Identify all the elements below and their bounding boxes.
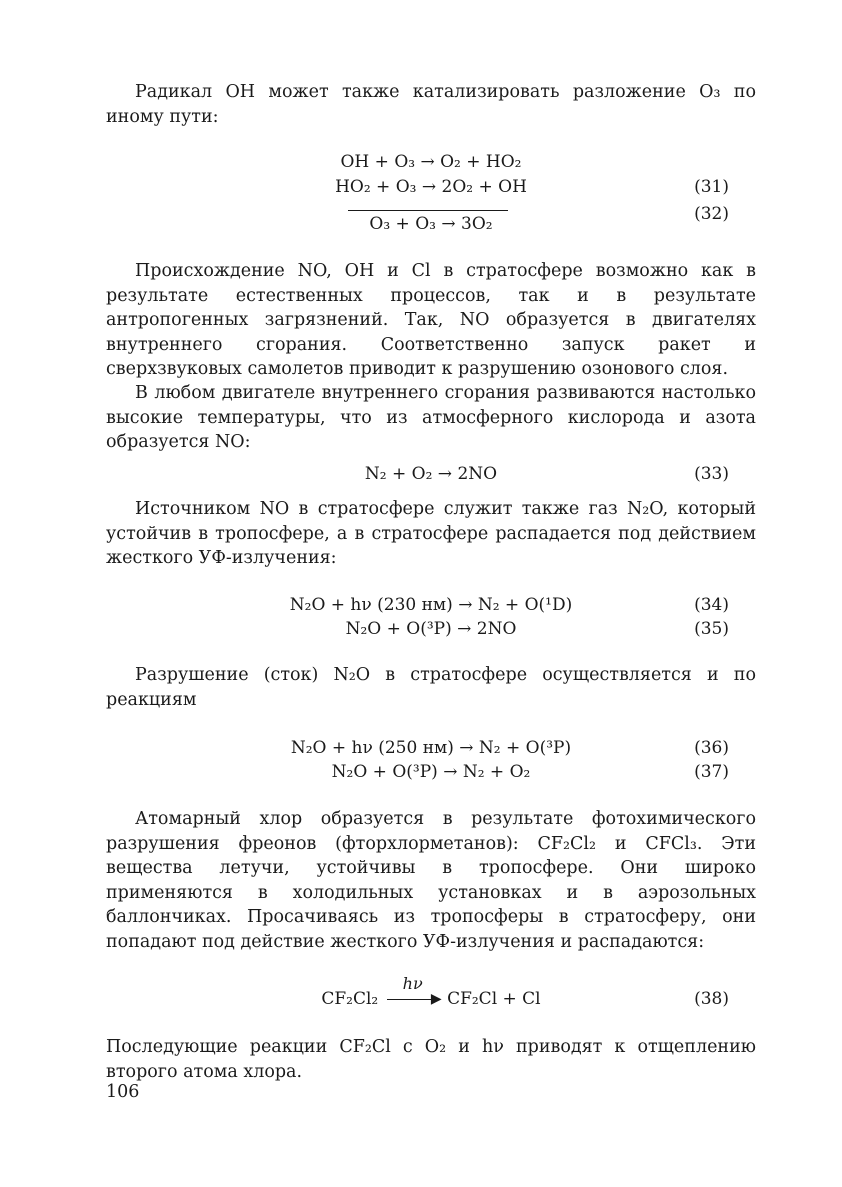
equation-38: CF₂Cl₂ hν ▶ CF₂Cl + Cl (38) bbox=[321, 974, 729, 1009]
equation-number-37: (37) bbox=[694, 762, 729, 782]
arrow-head-icon: ▶ bbox=[430, 991, 442, 1007]
equation-number-33: (33) bbox=[694, 464, 729, 484]
sum-divider-line bbox=[348, 210, 508, 211]
equation-oh-o3: OH + O₃ → O₂ + HO₂ bbox=[340, 152, 522, 172]
paragraph-oh-catalysis: Радикал OH может также катализировать разложение O₃ по иному пути: bbox=[106, 82, 756, 127]
paragraph-n2o-source: Источником NO в стратосфере служит также газ N₂O, который устойчив в тропосфере, а в стратосфере распадается под действием жесткого УФ-излучения: bbox=[106, 499, 756, 568]
equation-number-36: (36) bbox=[694, 738, 729, 758]
paragraph-cf2cl-reactions: Последующие реакции CF₂Cl с O₂ и hν приводят к отщеплению второго атома хлора. bbox=[106, 1037, 756, 1082]
equation-number-38: (38) bbox=[694, 989, 729, 1009]
paragraph-origin-no-oh-cl: Происхождение NO, OH и Cl в стратосфере возможно как в результате естественных процессов, так и в результате антропогенных загрязнений. Так, NO образуется в двигателях внутреннего сгорания. Соответственно запуск ракет и сверхзвуковых самолетов приводит к разрушению озонового слоя. bbox=[106, 261, 756, 379]
equation-number-34: (34) bbox=[694, 595, 729, 615]
photolysis-arrow: hν ▶ bbox=[384, 987, 442, 1011]
paragraph-engine-temperature: В любом двигателе внутреннего сгорания развиваются настолько высокие температуры, что из атмосферного кислорода и азота образуется NO: bbox=[106, 383, 756, 452]
equation-number-31: (31) bbox=[694, 177, 729, 197]
equation-33: N₂ + O₂ → 2NO (33) bbox=[364, 464, 729, 484]
equation-number-32: (32) bbox=[694, 204, 729, 224]
equation-32: O₃ + O₃ → 3O₂ (32) bbox=[369, 204, 729, 234]
equation-37: N₂O + O(³P) → N₂ + O₂ (37) bbox=[331, 762, 729, 782]
page-number: 106 bbox=[106, 1082, 140, 1102]
equation-31: HO₂ + O₃ → 2O₂ + OH (31) bbox=[335, 177, 729, 197]
equation-36: N₂O + hν (250 нм) → N₂ + O(³P) (36) bbox=[290, 738, 729, 758]
paragraph-n2o-sink: Разрушение (сток) N₂O в стратосфере осуществляется и по реакциям bbox=[106, 665, 756, 710]
equation-34: N₂O + hν (230 нм) → N₂ + O(¹D) (34) bbox=[289, 595, 729, 615]
equation-35: N₂O + O(³P) → 2NO (35) bbox=[345, 619, 729, 639]
paragraph-atomic-chlorine: Атомарный хлор образуется в результате фотохимического разрушения фреонов (фторхлорметанов): CF₂Cl₂ и CFCl₃. Эти вещества летучи, устойчивы в тропосфере. Они широко применяются в холодильных установках и в аэрозольных баллончиках. Просачиваясь из тропосферы в стратосферу, они попадают под действие жесткого УФ-излучения и распадаются: bbox=[106, 809, 756, 952]
equation-number-35: (35) bbox=[694, 619, 729, 639]
